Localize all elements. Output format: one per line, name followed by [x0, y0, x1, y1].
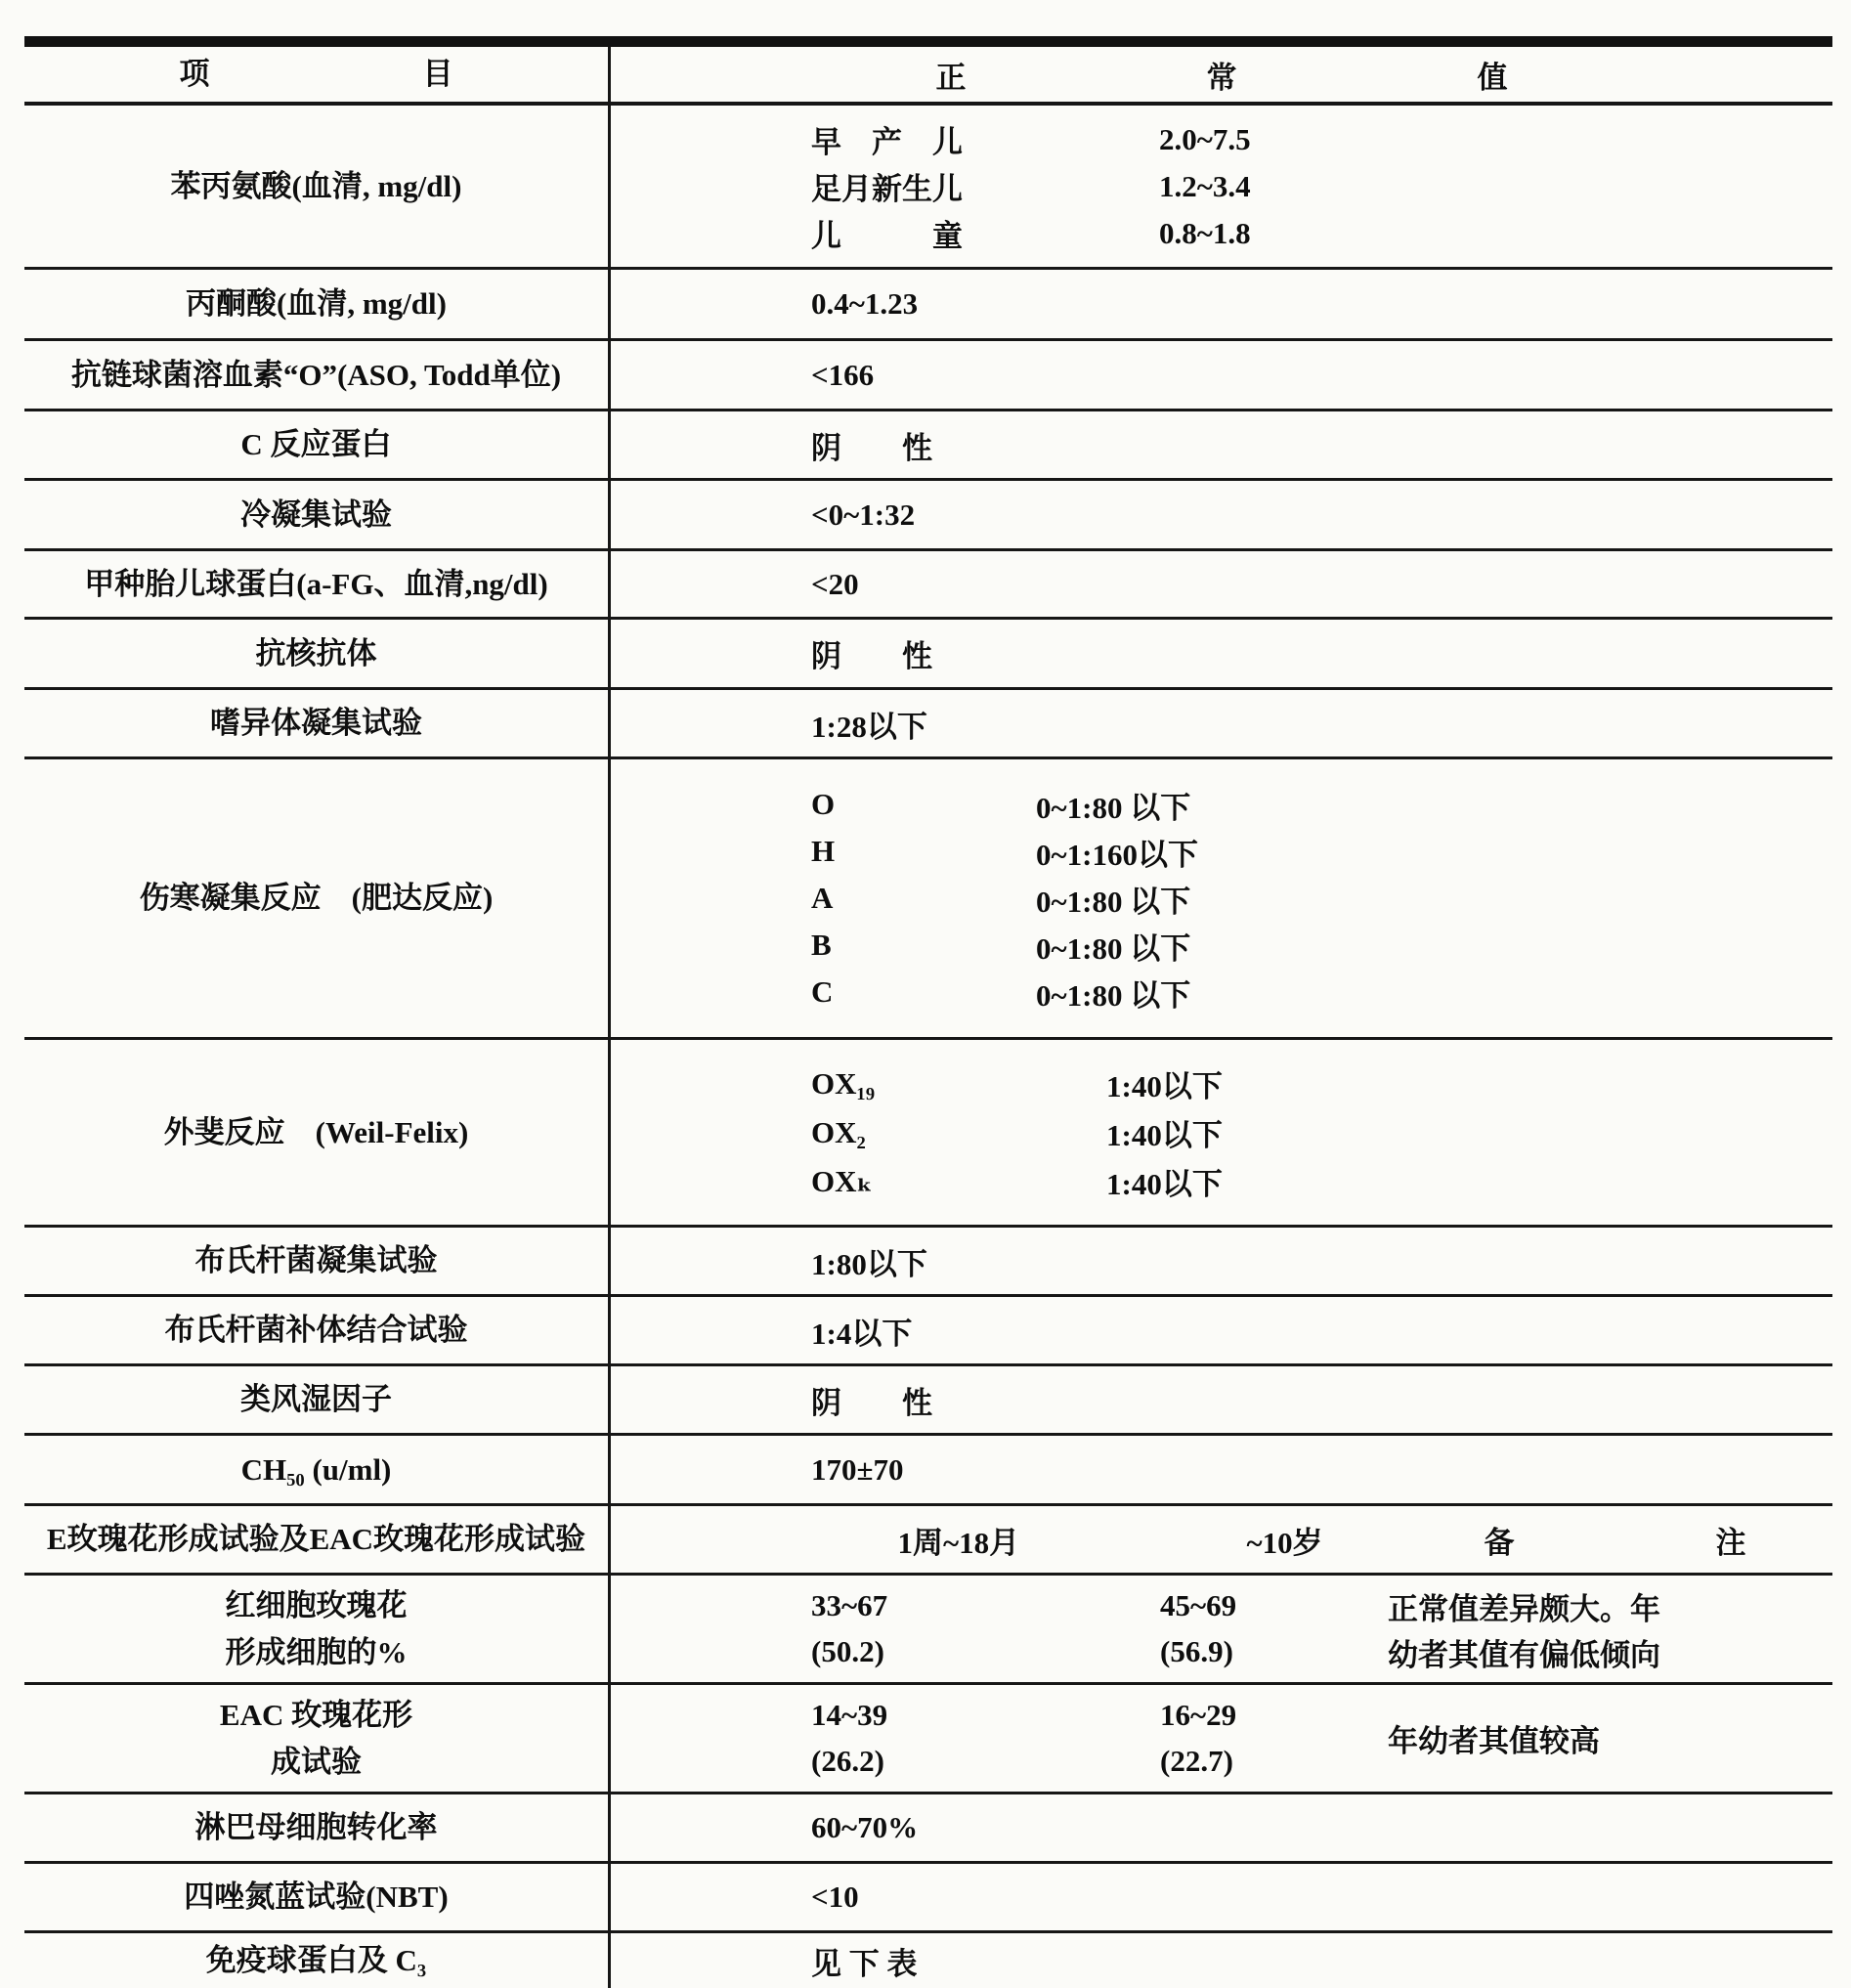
value-cell — [611, 1366, 1832, 1433]
sub-entry — [811, 875, 1832, 922]
value-line — [811, 1583, 1388, 1629]
item-label: 冷凝集试验 — [24, 481, 611, 548]
value-cell — [611, 1933, 1832, 1988]
sub-label: OX₁₉ — [811, 1065, 876, 1101]
header-value-char: 值 — [1477, 60, 1508, 95]
table-subheader-row — [24, 1506, 1832, 1576]
sub-value: 1:40以下 — [1106, 1118, 1223, 1152]
table-row — [24, 551, 1832, 620]
table-row — [24, 1864, 1832, 1933]
sub-label: OXₖ — [811, 1163, 873, 1198]
table-row — [24, 1576, 1832, 1685]
sub-value: 0~1:80 以下 — [1036, 930, 1191, 966]
value-age2: (22.7) — [1160, 1744, 1233, 1778]
table-row — [24, 341, 1832, 411]
remark-line: 正常值差异颇大。年 — [1388, 1591, 1660, 1626]
sub-entry — [811, 1108, 1832, 1157]
item-label: 布氏杆菌补体结合试验 — [24, 1297, 611, 1363]
value-cell — [611, 1864, 1832, 1930]
sub-label: H — [811, 834, 836, 868]
value: 1:4以下 — [811, 1316, 913, 1351]
value-cell — [611, 1576, 1832, 1682]
value-lines — [811, 1693, 1388, 1785]
sub-entry — [811, 1059, 1832, 1108]
value-cell — [611, 551, 1832, 617]
header-value-cell — [611, 53, 1832, 97]
remark-line: 幼者其值有偏低倾向 — [1388, 1637, 1660, 1672]
value-age1: (26.2) — [811, 1744, 884, 1778]
sub-value: 1:40以下 — [1106, 1069, 1223, 1103]
table-row — [24, 1685, 1832, 1794]
table-header-row — [24, 47, 1832, 106]
table-row — [24, 1794, 1832, 1864]
value-cell — [611, 270, 1832, 338]
value-line — [811, 1629, 1388, 1675]
value-cell — [611, 1436, 1832, 1503]
value: 阴 性 — [811, 1385, 932, 1420]
value-age2: 45~69 — [1160, 1588, 1237, 1622]
value-cell — [611, 411, 1832, 478]
table-row — [24, 690, 1832, 759]
item-label: CH₅₀ (u/ml) — [24, 1436, 611, 1503]
header-item-char: 项 — [179, 57, 210, 91]
item-label — [24, 1576, 611, 1682]
table-row — [24, 1366, 1832, 1436]
value-age1: 14~39 — [811, 1698, 888, 1732]
value: 1:80以下 — [811, 1246, 927, 1281]
item-label: 四唑氮蓝试验(NBT) — [24, 1864, 611, 1930]
value-age1: 33~67 — [811, 1588, 888, 1622]
value-cell — [611, 620, 1832, 687]
item-label: 伤寒凝集反应 (肥达反应) — [24, 759, 611, 1037]
table-row — [24, 1297, 1832, 1366]
value-lines — [811, 1583, 1388, 1675]
sub-value: 0~1:80 以下 — [1036, 884, 1191, 919]
sub-label: 儿 童 — [811, 219, 963, 253]
value-line — [811, 1739, 1388, 1785]
item-label: C 反应蛋白 — [24, 411, 611, 478]
header-value-char: 正 — [935, 60, 967, 95]
value-cell — [611, 481, 1832, 548]
remark-header-char: 注 — [1715, 1525, 1746, 1560]
item-label-line: 形成细胞的% — [225, 1634, 408, 1669]
table-row — [24, 411, 1832, 481]
sub-label: 早 产 儿 — [811, 125, 963, 159]
sub-entry — [811, 969, 1832, 1016]
value: 阴 性 — [811, 430, 932, 465]
item-label: 抗链球菌溶血素“O”(ASO, Todd单位) — [24, 341, 611, 409]
header-item-cell — [24, 47, 611, 102]
value: 60~70% — [811, 1810, 919, 1844]
table-row — [24, 1040, 1832, 1228]
value-cell — [611, 1228, 1832, 1294]
sub-label: A — [811, 881, 834, 915]
subcol-header-age2: ~10岁 — [1246, 1525, 1323, 1560]
item-label: 苯丙氨酸(血清, mg/dl) — [24, 106, 611, 267]
value-cell — [611, 1794, 1832, 1861]
value-cell — [611, 759, 1832, 1037]
sub-label: 足月新生儿 — [811, 172, 963, 206]
sub-entry — [811, 210, 1832, 257]
item-label: 免疫球蛋白及 C₃ — [24, 1933, 611, 1988]
header-value-char: 常 — [1206, 60, 1237, 95]
item-label: 类风湿因子 — [24, 1366, 611, 1433]
table-row — [24, 106, 1832, 270]
item-label: 抗核抗体 — [24, 620, 611, 687]
sub-value: 0~1:80 以下 — [1036, 790, 1191, 825]
item-label-line: 成试验 — [271, 1744, 362, 1779]
value: <20 — [811, 566, 859, 601]
sub-value: 1.2~3.4 — [1159, 168, 1251, 203]
sub-value: 0~1:160以下 — [1036, 837, 1198, 872]
value-age2: (56.9) — [1160, 1634, 1233, 1668]
value-cell — [611, 1685, 1832, 1792]
item-label: 外斐反应 (Weil-Felix) — [24, 1040, 611, 1225]
sub-label: B — [811, 928, 832, 962]
sub-value: 0.8~1.8 — [1159, 215, 1251, 250]
sub-label: O — [811, 787, 836, 821]
sub-entry — [811, 1157, 1832, 1206]
value: 1:28以下 — [811, 709, 927, 744]
value-age2: 16~29 — [1160, 1698, 1237, 1732]
value: 170±70 — [811, 1451, 904, 1487]
table-row — [24, 1228, 1832, 1297]
remark-cell — [1388, 1583, 1832, 1675]
sub-entry — [811, 828, 1832, 875]
item-label-line: 红细胞玫瑰花 — [225, 1587, 408, 1622]
remark-header — [1485, 1518, 1746, 1562]
sub-entry — [811, 781, 1832, 828]
sub-entry — [811, 163, 1832, 210]
header-item-char: 目 — [422, 57, 453, 91]
item-label-line: EAC 玫瑰花形 — [219, 1697, 413, 1732]
remark-line: 年幼者其值较高 — [1388, 1724, 1600, 1758]
lab-values-table — [24, 36, 1832, 1988]
table-row — [24, 270, 1832, 341]
table-row — [24, 620, 1832, 690]
sub-entry — [811, 922, 1832, 969]
value: 0.4~1.23 — [811, 286, 919, 321]
item-label: 甲种胎儿球蛋白(a-FG、血清,ng/dl) — [24, 551, 611, 617]
item-label: 嗜异体凝集试验 — [24, 690, 611, 756]
subcol-header-age1: 1周~18月 — [897, 1525, 1020, 1560]
item-label: E玫瑰花形成试验及EAC玫瑰花形成试验 — [24, 1506, 611, 1573]
item-label: 布氏杆菌凝集试验 — [24, 1228, 611, 1294]
table-row — [24, 1436, 1832, 1506]
value: <0~1:32 — [811, 497, 916, 532]
table-row — [24, 759, 1832, 1040]
item-label — [24, 1685, 611, 1792]
value-cell — [611, 1040, 1832, 1225]
value: 阴 性 — [811, 639, 932, 673]
item-label: 丙酮酸(血清, mg/dl) — [24, 270, 611, 338]
value: <10 — [811, 1880, 859, 1914]
sub-label: C — [811, 974, 834, 1009]
value-cell — [611, 1506, 1832, 1573]
table-row — [24, 481, 1832, 551]
value-line — [811, 1693, 1388, 1739]
value-cell — [611, 106, 1832, 267]
item-label: 淋巴母细胞转化率 — [24, 1794, 611, 1861]
value-age1: (50.2) — [811, 1634, 884, 1668]
sub-value: 2.0~7.5 — [1159, 121, 1251, 156]
sub-value: 1:40以下 — [1106, 1167, 1223, 1201]
table-row — [24, 1933, 1832, 1988]
sub-value: 0~1:80 以下 — [1036, 977, 1191, 1013]
sub-label: OX₂ — [811, 1114, 866, 1149]
value-cell — [611, 1297, 1832, 1363]
sub-entry — [811, 116, 1832, 163]
value-cell — [611, 341, 1832, 409]
table-top-border — [24, 36, 1832, 47]
remark-cell — [1388, 1715, 1832, 1761]
remark-header-char: 备 — [1484, 1525, 1515, 1560]
value: <166 — [811, 357, 875, 392]
value: 见 下 表 — [811, 1946, 918, 1981]
value-cell — [611, 690, 1832, 756]
